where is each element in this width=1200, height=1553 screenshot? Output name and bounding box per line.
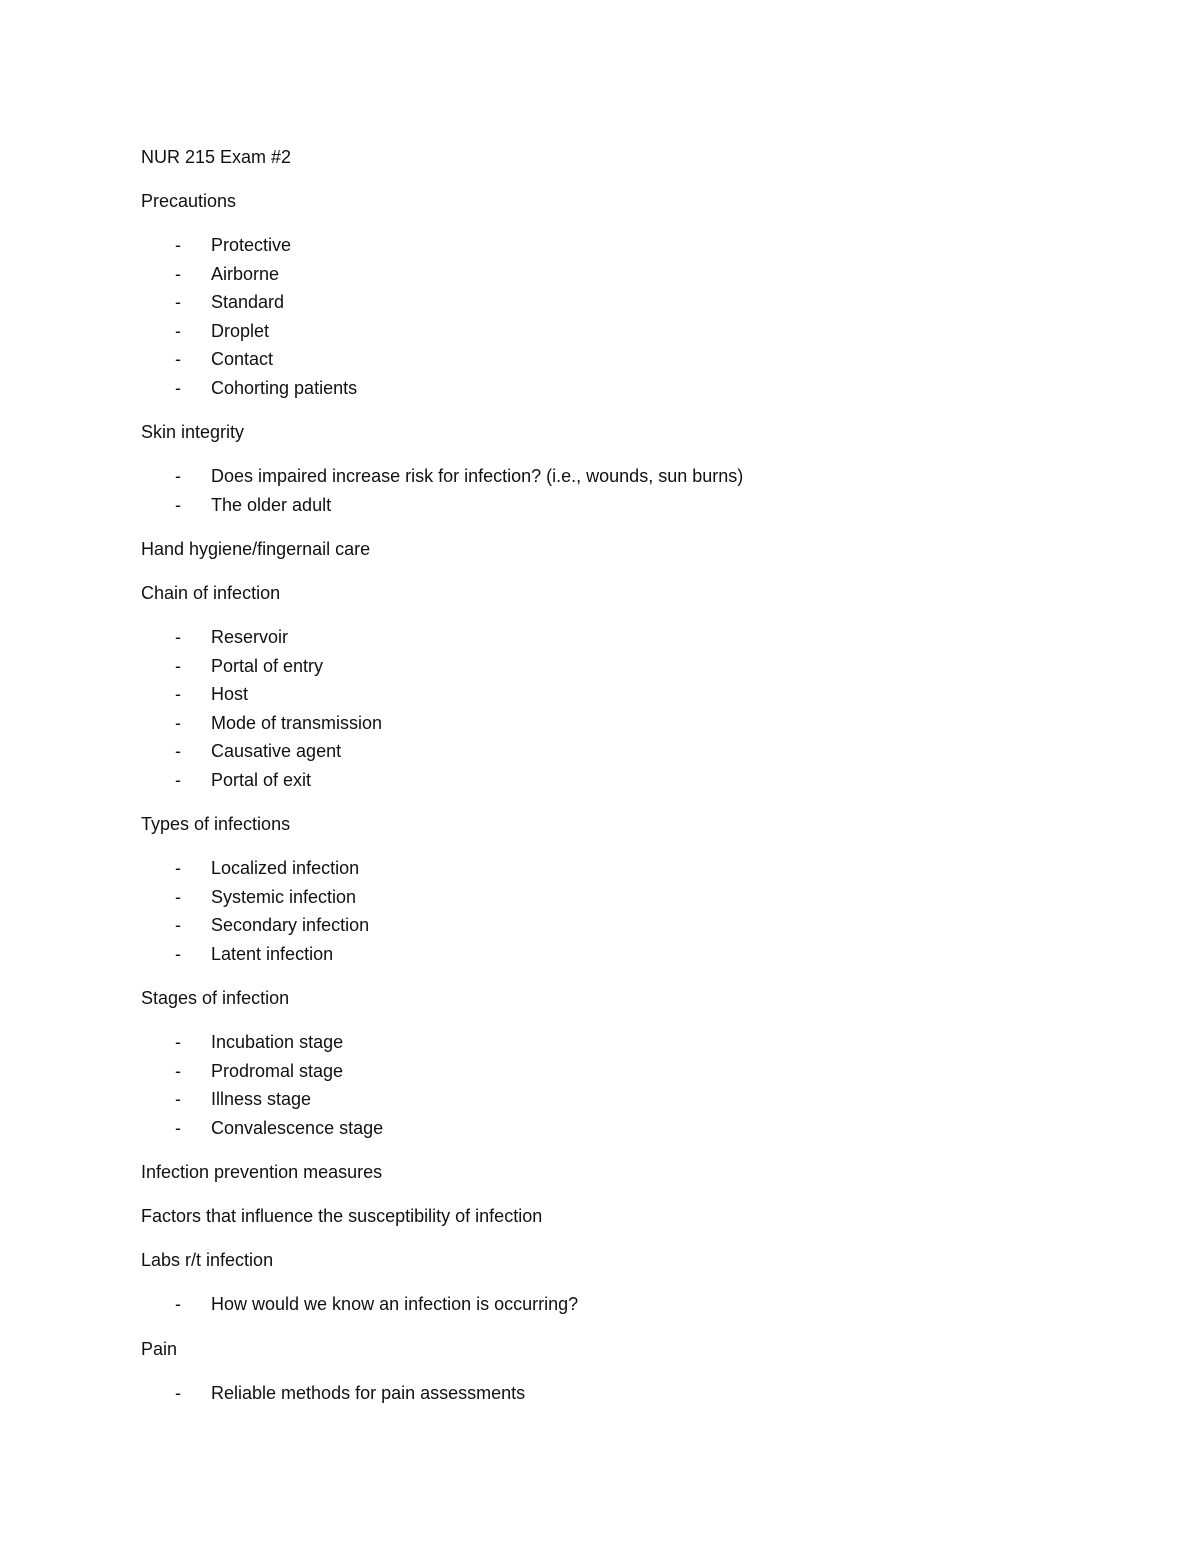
list-item-text: Contact bbox=[211, 349, 274, 369]
sections-container bbox=[141, 187, 1041, 1407]
section-heading: Precautions bbox=[141, 191, 237, 211]
section-heading: Infection prevention measures bbox=[141, 1162, 383, 1182]
list-item bbox=[141, 940, 1041, 969]
list-item-text: Incubation stage bbox=[211, 1032, 344, 1052]
list-item bbox=[141, 623, 1041, 652]
dash-bullet: - bbox=[175, 263, 181, 284]
dash-bullet: - bbox=[175, 1117, 181, 1138]
bullet-list bbox=[141, 854, 1041, 968]
list-item-text: The older adult bbox=[211, 494, 332, 515]
dash-bullet: - bbox=[175, 627, 181, 647]
list-item bbox=[141, 1085, 1041, 1114]
list-item bbox=[141, 766, 1041, 795]
list-item-text: Does impaired increase risk for infection? (i.e., wounds, sun burns) bbox=[211, 466, 744, 486]
list-item-text: Secondary infection bbox=[211, 915, 370, 935]
dash-bullet: - bbox=[175, 712, 181, 733]
list-item bbox=[141, 709, 1041, 738]
list-item bbox=[141, 680, 1041, 709]
list-item-text: Illness stage bbox=[211, 1089, 312, 1109]
list-item bbox=[141, 1379, 1041, 1408]
section-heading: Types of infections bbox=[141, 814, 291, 834]
list-item-text: Causative agent bbox=[211, 741, 342, 761]
list-item bbox=[141, 462, 1041, 491]
list-item-text: Latent infection bbox=[211, 943, 334, 964]
dash-bullet: - bbox=[175, 292, 181, 312]
list-item bbox=[141, 1114, 1041, 1143]
dash-bullet: - bbox=[175, 349, 181, 369]
dash-bullet: - bbox=[175, 741, 181, 761]
section-heading: Chain of infection bbox=[141, 583, 281, 603]
list-item-text: Protective bbox=[211, 235, 292, 255]
bullet-list bbox=[141, 231, 1041, 402]
bullet-list bbox=[141, 462, 1041, 519]
list-item bbox=[141, 737, 1041, 766]
dash-bullet: - bbox=[175, 684, 181, 704]
list-item bbox=[141, 288, 1041, 317]
document-title: NUR 215 Exam #2 bbox=[141, 147, 292, 167]
list-item-text: Mode of transmission bbox=[211, 712, 383, 733]
list-item bbox=[141, 1290, 1041, 1319]
list-item bbox=[141, 1028, 1041, 1057]
list-item-text: Cohorting patients bbox=[211, 377, 358, 398]
list-item-text: Standard bbox=[211, 292, 285, 312]
list-item bbox=[141, 911, 1041, 940]
list-item-text: Prodromal stage bbox=[211, 1060, 344, 1081]
dash-bullet: - bbox=[175, 915, 181, 935]
list-item-text: Reservoir bbox=[211, 627, 289, 647]
list-item-text: Convalescence stage bbox=[211, 1117, 384, 1138]
dash-bullet: - bbox=[175, 377, 181, 398]
list-item-text: How would we know an infection is occurring? bbox=[211, 1294, 579, 1314]
bullet-list bbox=[141, 1379, 1041, 1408]
bullet-list bbox=[141, 623, 1041, 794]
section-heading: Factors that influence the susceptibility of infection bbox=[141, 1206, 543, 1226]
list-item-text: Portal of exit bbox=[211, 769, 312, 790]
list-item-text: Host bbox=[211, 684, 249, 704]
section-heading: Hand hygiene/fingernail care bbox=[141, 539, 371, 559]
list-item bbox=[141, 883, 1041, 912]
section-heading: Labs r/t infection bbox=[141, 1250, 274, 1270]
list-item bbox=[141, 374, 1041, 403]
section-heading: Pain bbox=[141, 1338, 178, 1359]
list-item-text: Portal of entry bbox=[211, 655, 324, 676]
dash-bullet: - bbox=[175, 1382, 181, 1403]
bullet-list bbox=[141, 1290, 1041, 1319]
dash-bullet: - bbox=[175, 943, 181, 964]
dash-bullet: - bbox=[175, 1060, 181, 1081]
list-item-text: Localized infection bbox=[211, 858, 360, 878]
dash-bullet: - bbox=[175, 1032, 181, 1052]
dash-bullet: - bbox=[175, 1089, 181, 1109]
list-item bbox=[141, 491, 1041, 520]
dash-bullet: - bbox=[175, 1294, 181, 1314]
list-item bbox=[141, 260, 1041, 289]
list-item bbox=[141, 345, 1041, 374]
section-heading: Skin integrity bbox=[141, 422, 245, 442]
dash-bullet: - bbox=[175, 494, 181, 515]
dash-bullet: - bbox=[175, 655, 181, 676]
dash-bullet: - bbox=[175, 235, 181, 255]
list-item bbox=[141, 854, 1041, 883]
list-item-text: Reliable methods for pain assessments bbox=[211, 1382, 526, 1403]
list-item bbox=[141, 231, 1041, 260]
dash-bullet: - bbox=[175, 769, 181, 790]
list-item-text: Droplet bbox=[211, 320, 270, 341]
dash-bullet: - bbox=[175, 466, 181, 486]
list-item bbox=[141, 652, 1041, 681]
section-heading: Stages of infection bbox=[141, 988, 290, 1008]
dash-bullet: - bbox=[175, 886, 181, 907]
dash-bullet: - bbox=[175, 320, 181, 341]
list-item bbox=[141, 317, 1041, 346]
document-content bbox=[141, 143, 1041, 1423]
bullet-list bbox=[141, 1028, 1041, 1142]
list-item-text: Airborne bbox=[211, 263, 280, 284]
dash-bullet: - bbox=[175, 858, 181, 878]
list-item bbox=[141, 1057, 1041, 1086]
list-item-text: Systemic infection bbox=[211, 886, 357, 907]
